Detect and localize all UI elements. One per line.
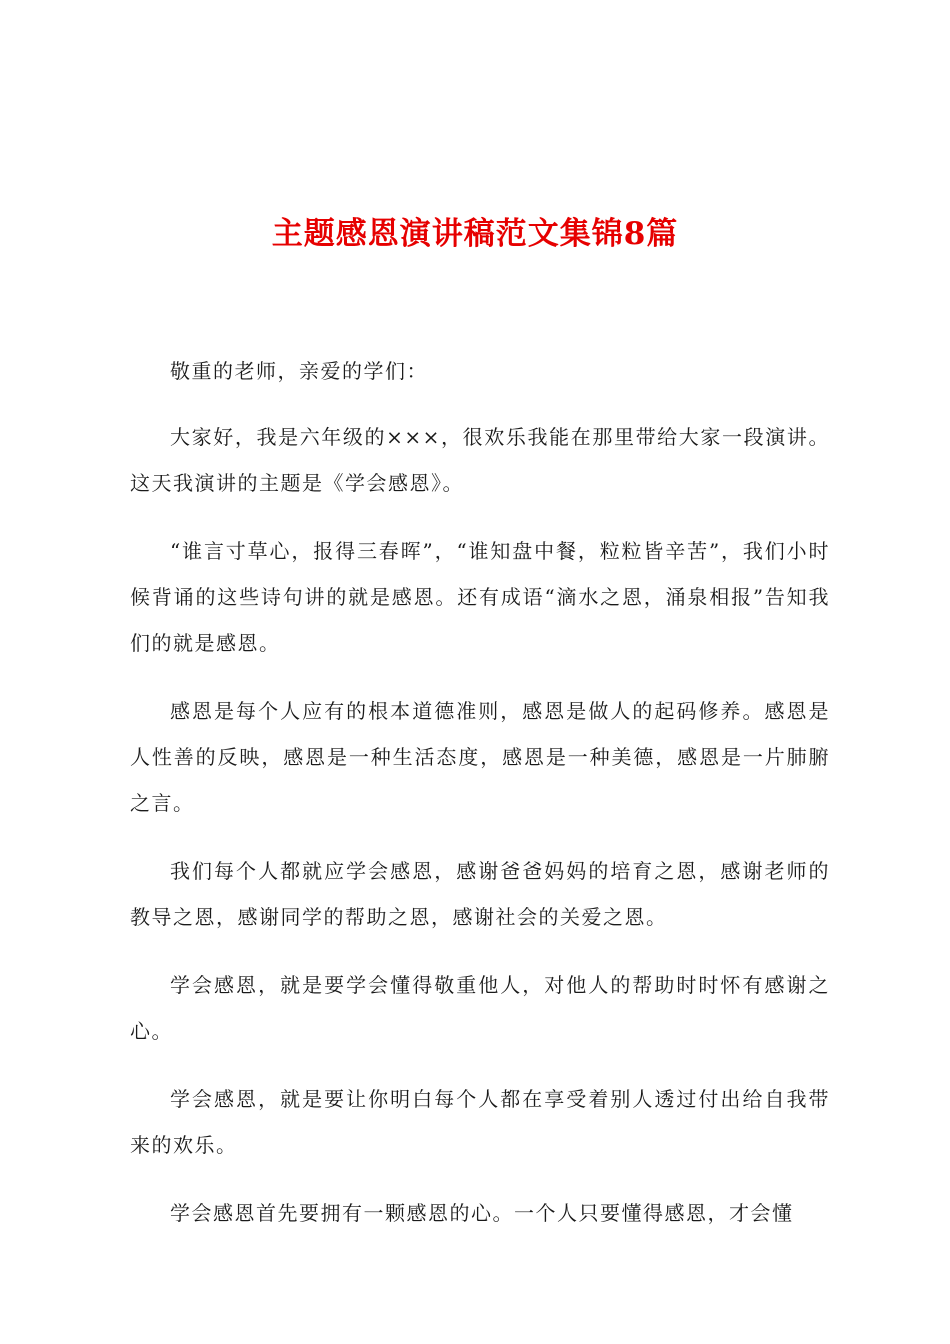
body-paragraph: 感恩是每个人应有的根本道德准则，感恩是做人的起码修养。感恩是人性善的反映，感恩是一种生活态度，感恩是一种美德，感恩是一片肺腑之言。 xyxy=(130,699,830,815)
salutation-paragraph: 敬重的老师，亲爱的学们： xyxy=(170,359,428,383)
body-paragraph: 学会感恩，就是要学会懂得敬重他人，对他人的帮助时时怀有感谢之心。 xyxy=(130,973,830,1043)
document-body xyxy=(130,348,830,1258)
body-paragraph: 学会感恩，就是要让你明白每个人都在享受着别人透过付出给自我带来的欢乐。 xyxy=(130,1087,830,1157)
body-paragraph: 我们每个人都就应学会感恩，感谢爸爸妈妈的培育之恩，感谢老师的教导之恩，感谢同学的帮助之恩，感谢社会的关爱之恩。 xyxy=(130,859,830,929)
body-paragraph: 学会感恩首先要拥有一颗感恩的心。一个人只要懂得感恩，才会懂 xyxy=(170,1201,794,1225)
document-title: 主题感恩演讲稿范文集锦8篇 xyxy=(271,216,679,252)
body-paragraph: “谁言寸草心，报得三春晖”，“谁知盘中餐，粒粒皆辛苦”，我们小时候背诵的这些诗句讲的就是感恩。还有成语“滴水之恩，涌泉相报”告知我们的就是感恩。 xyxy=(130,539,830,655)
body-paragraph: 大家好，我是六年级的×××，很欢乐我能在那里带给大家一段演讲。这天我演讲的主题是《学会感恩》。 xyxy=(130,425,830,495)
